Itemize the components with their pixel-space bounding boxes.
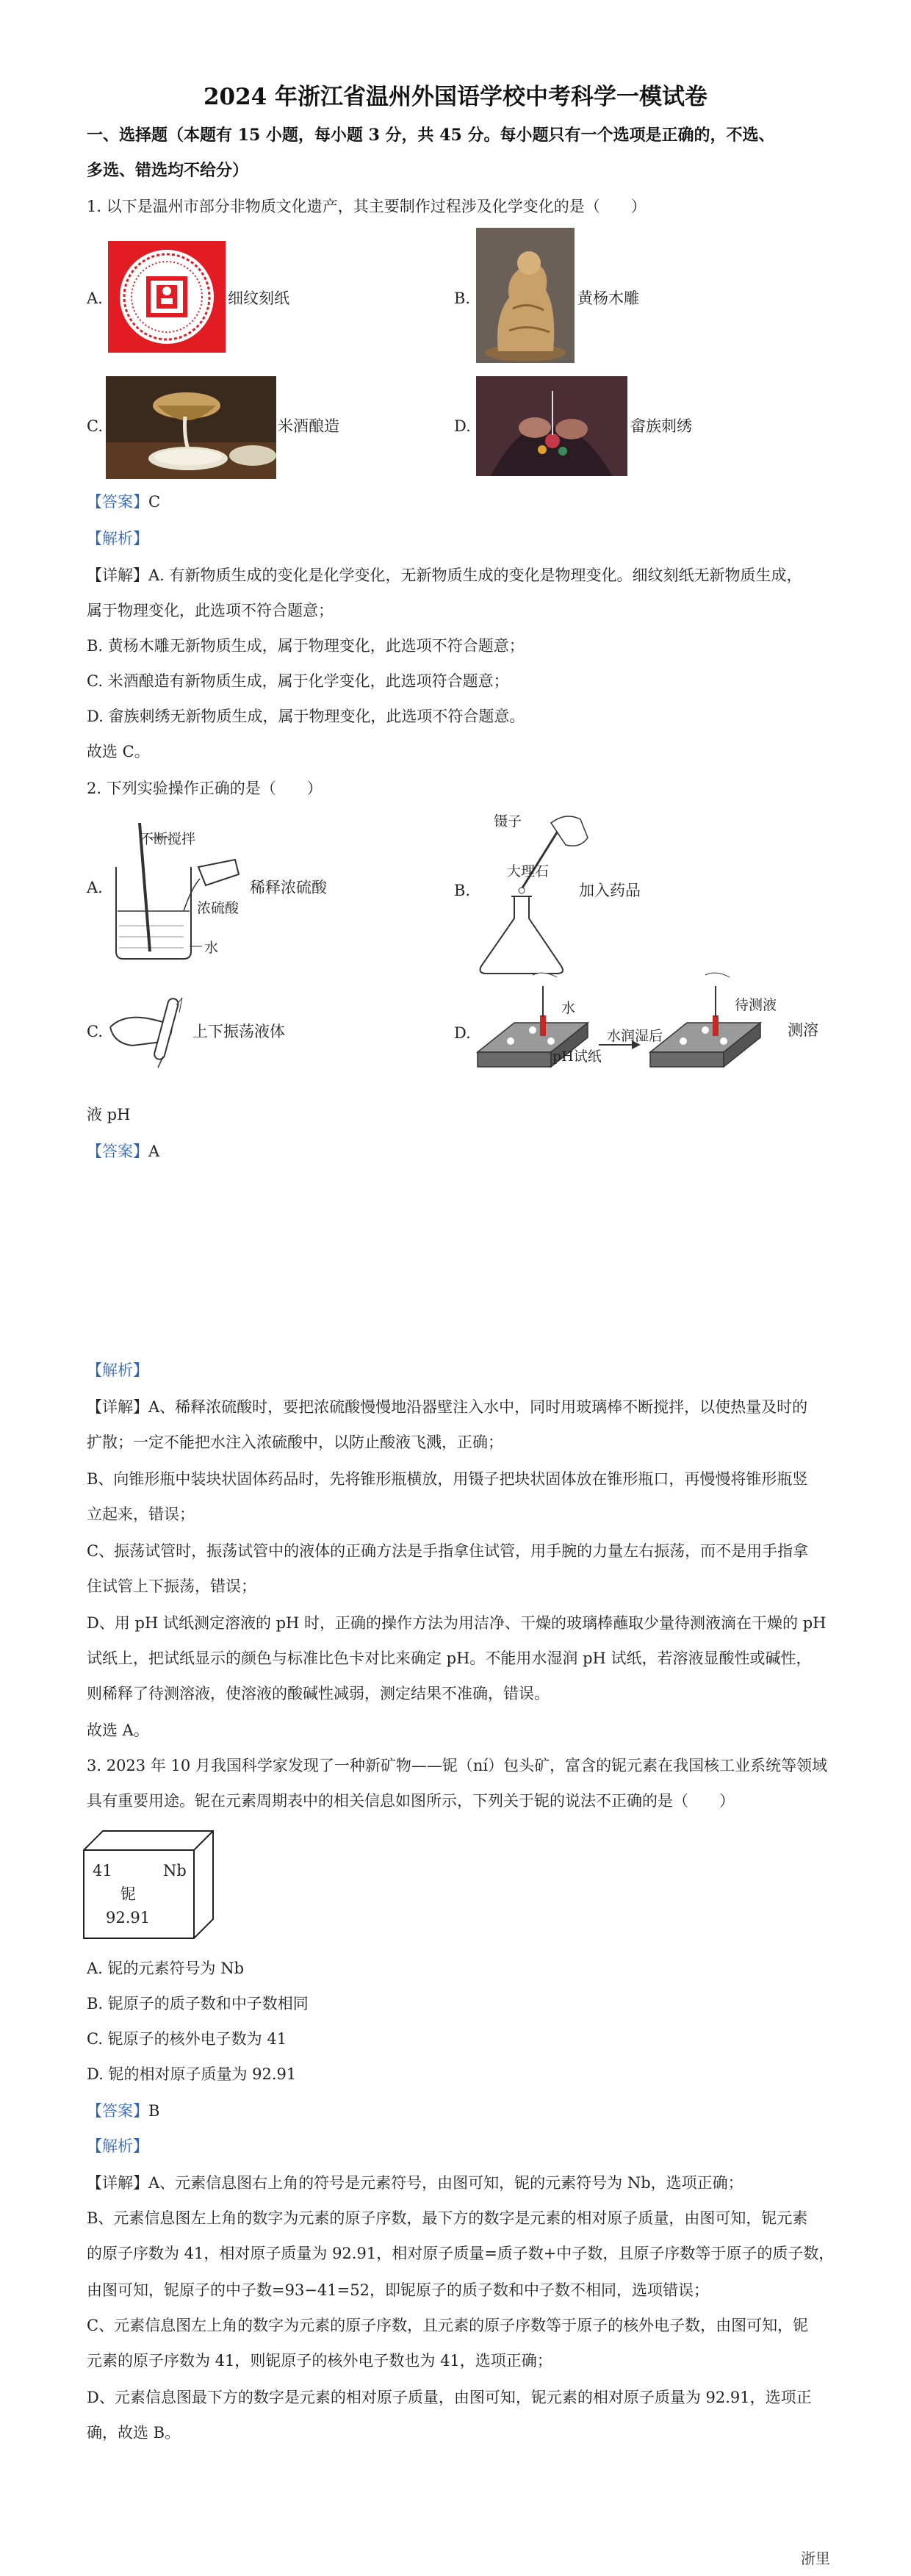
q3-detail-line: C、元素信息图左上角的数字为元素的原子序数，且元素的原子序数等于原子的核外电子数，由图可知，铌 xyxy=(87,2317,809,2334)
embroidery-image xyxy=(476,376,627,476)
label-ph-paper: pH试纸 xyxy=(552,1048,602,1065)
label-test-liquid: 待测液 xyxy=(735,997,777,1013)
label-conc-acid: 浓硫酸 xyxy=(197,900,240,916)
element-name: 铌 xyxy=(120,1885,136,1903)
q1-option-c-label: 米酒酿造 xyxy=(278,417,339,435)
q2-option-c-letter: C. xyxy=(87,1023,103,1040)
q2-option-a-label: 稀释浓硫酸 xyxy=(250,879,327,896)
q2-detail-line: 住试管上下振荡，错误； xyxy=(87,1577,256,1595)
q3-detail-line: 【详解】A、元素信息图右上角的符号是元素符号，由图可知，铌的元素符号为 Nb，选项正确； xyxy=(87,2174,743,2192)
footer-watermark: 浙里 xyxy=(801,2550,830,2567)
q2-detail-line: 扩散；一定不能把水注入浓硫酸中，以防止酸液飞溅，正确； xyxy=(87,1433,503,1451)
q3-detail-line: D、元素信息图最下方的数字是元素的相对原子质量，由图可知，铌元素的相对原子质量为 92.91，选项正 xyxy=(87,2389,812,2406)
q2-analysis-tag: 【解析】 xyxy=(87,1361,148,1379)
q3-stem-line1: 3. 2023 年 10 月我国科学家发现了一种新矿物——铌（ní）包头矿，富含的铌元素在我国核工业系统等领域 xyxy=(87,1757,828,1774)
q1-detail-line: 属于物理变化，此选项不符合题意； xyxy=(87,602,334,619)
q3-answer-tag: 【答案】 xyxy=(87,2102,148,2120)
q2-detail-line: B、向锥形瓶中装块状固体药品时，先将锥形瓶横放，用镊子把块状固体放在锥形瓶口，再慢慢将锥形瓶竖 xyxy=(87,1470,808,1488)
label-wetted: 水润湿后 xyxy=(607,1028,663,1044)
q2-answer-tag: 【答案】 xyxy=(87,1143,148,1160)
q3-detail-line: 由图可知，铌原子的中子数=93−41=52，即铌原子的质子数和中子数不相同，选项错误； xyxy=(87,2281,709,2299)
q2-option-b-letter: B. xyxy=(454,882,471,899)
q2-option-d-letter: D. xyxy=(454,1024,471,1042)
q2-stem: 2. 下列实验操作正确的是（ ） xyxy=(87,780,323,797)
q1-detail-line: B. 黄杨木雕无新物质生成，属于物理变化，此选项不符合题意； xyxy=(87,637,525,655)
q1-option-d-label: 畲族刺绣 xyxy=(630,417,692,435)
q3-answer xyxy=(87,2094,829,2128)
q2-option-b-label: 加入药品 xyxy=(579,882,641,899)
q3-option-d: D. 铌的相对原子质量为 92.91 xyxy=(87,2065,297,2083)
q1-answer-value: C xyxy=(148,493,161,511)
q3-option-c: C. 铌原子的核外电子数为 41 xyxy=(87,2030,287,2048)
q1-detail-line: D. 畲族刺绣无新物质生成，属于物理变化，此选项不符合题意。 xyxy=(87,708,525,725)
q1-detail-line: 故选 C。 xyxy=(87,743,150,760)
q1-option-c-letter: C. xyxy=(87,417,103,435)
page-title: 2024 年浙江省温州外国语学校中考科学一模试卷 xyxy=(203,84,708,110)
q1-stem: 1. 以下是温州市部分非物质文化遗产，其主要制作过程涉及化学变化的是（ ） xyxy=(87,198,647,215)
q2-answer-value: A xyxy=(148,1143,160,1160)
element-number: 41 xyxy=(93,1862,112,1879)
q3-option-a: A. 铌的元素符号为 Nb xyxy=(87,1960,245,1977)
q3-stem-line2: 具有重要用途。铌在元素周期表中的相关信息如图所示，下列关于铌的说法不正确的是（ ） xyxy=(87,1792,735,1810)
paper-cut-image xyxy=(108,241,226,353)
q1-analysis-tag: 【解析】 xyxy=(87,530,148,547)
q1-option-b-text: 黄杨木雕 xyxy=(577,289,639,307)
q2-detail-line: 【详解】A、稀释浓硫酸时，要把浓硫酸慢慢地沿器壁注入水中，同时用玻璃棒不断搅拌，以使热量及时的 xyxy=(87,1398,808,1416)
q3-detail-line: 的原子序数为 41，相对原子质量为 92.91，相对原子质量=质子数+中子数，且原子序数等于原子的质子数， xyxy=(87,2245,835,2262)
q2-detail-line: 立起来，错误； xyxy=(87,1505,195,1523)
element-mass: 92.91 xyxy=(106,1909,151,1926)
q1-option-d-letter: D. xyxy=(454,417,471,435)
element-symbol: Nb xyxy=(163,1862,187,1879)
q3-answer-value: B xyxy=(148,2102,160,2120)
q1-option-b-letter: B. xyxy=(454,289,471,307)
wood-carving-image xyxy=(476,228,575,363)
q1-answer-tag: 【答案】 xyxy=(87,493,148,511)
q2-answer xyxy=(87,1134,829,1168)
q1-option-a-label: 细纹刻纸 xyxy=(228,289,289,307)
q2-detail-line: 试纸上，把试纸显示的颜色与标准比色卡对比来确定 pH。不能用水湿润 pH 试纸，若溶液显酸性或碱性， xyxy=(87,1649,812,1667)
q1-option-a-letter: A. xyxy=(87,289,103,307)
section-heading-line2: 多选、错选均不给分） xyxy=(87,161,249,180)
section-heading-line1: 一、选择题（本题有 15 小题，每小题 3 分，共 45 分。每小题只有一个选项是正确的，不选、 xyxy=(87,126,775,145)
q3-detail-line: B、元素信息图左上角的数字为元素的原子序数，最下方的数字是元素的相对原子质量，由图可知，铌元素 xyxy=(87,2209,808,2227)
q2-option-d-wrap: 液 pH xyxy=(87,1106,131,1123)
shake-tube-diagram xyxy=(103,990,191,1071)
q1-detail-line: 【详解】A. 有新物质生成的变化是化学变化，无新物质生成的变化是物理变化。细纹刻纸无新物质生成， xyxy=(87,566,802,584)
q3-option-b: B. 铌原子的质子数和中子数相同 xyxy=(87,1995,309,2012)
q2-detail-line: D、用 pH 试纸测定溶液的 pH 时，正确的操作方法为用洁净、干燥的玻璃棒蘸取少量待测液滴在干燥的 pH xyxy=(87,1614,827,1632)
q2-detail-line: 则稀释了待测溶液，使溶液的酸碱性减弱，测定结果不准确，错误。 xyxy=(87,1685,550,1702)
label-tweezers: 镊子 xyxy=(494,813,522,830)
q2-option-a-letter: A. xyxy=(87,879,103,896)
q2-detail-line: 故选 A。 xyxy=(87,1721,149,1739)
q1-detail-line: C. 米酒酿造有新物质生成，属于化学变化，此选项符合题意； xyxy=(87,672,509,690)
rice-wine-image xyxy=(106,376,276,479)
label-water-d: 水 xyxy=(561,1000,576,1016)
q1-answer xyxy=(87,485,829,519)
q3-detail-line: 确，故选 B。 xyxy=(87,2424,181,2442)
q3-detail-line: 元素的原子序数为 41，则铌原子的核外电子数也为 41，选项正确； xyxy=(87,2352,552,2370)
q3-analysis-tag: 【解析】 xyxy=(87,2137,148,2155)
q2-option-d-label: 测溶 xyxy=(788,1021,818,1039)
flask-diagram xyxy=(470,808,595,977)
label-stirring: 不断搅拌 xyxy=(140,831,196,847)
label-water: 水 xyxy=(204,940,219,956)
q2-option-c-label: 上下振荡液体 xyxy=(192,1023,285,1040)
label-marble: 大理石 xyxy=(507,863,550,879)
q2-detail-line: C、振荡试管时，振荡试管中的液体的正确方法是手指拿住试管，用手腕的力量左右振荡，而不是用手指拿 xyxy=(87,1542,809,1560)
